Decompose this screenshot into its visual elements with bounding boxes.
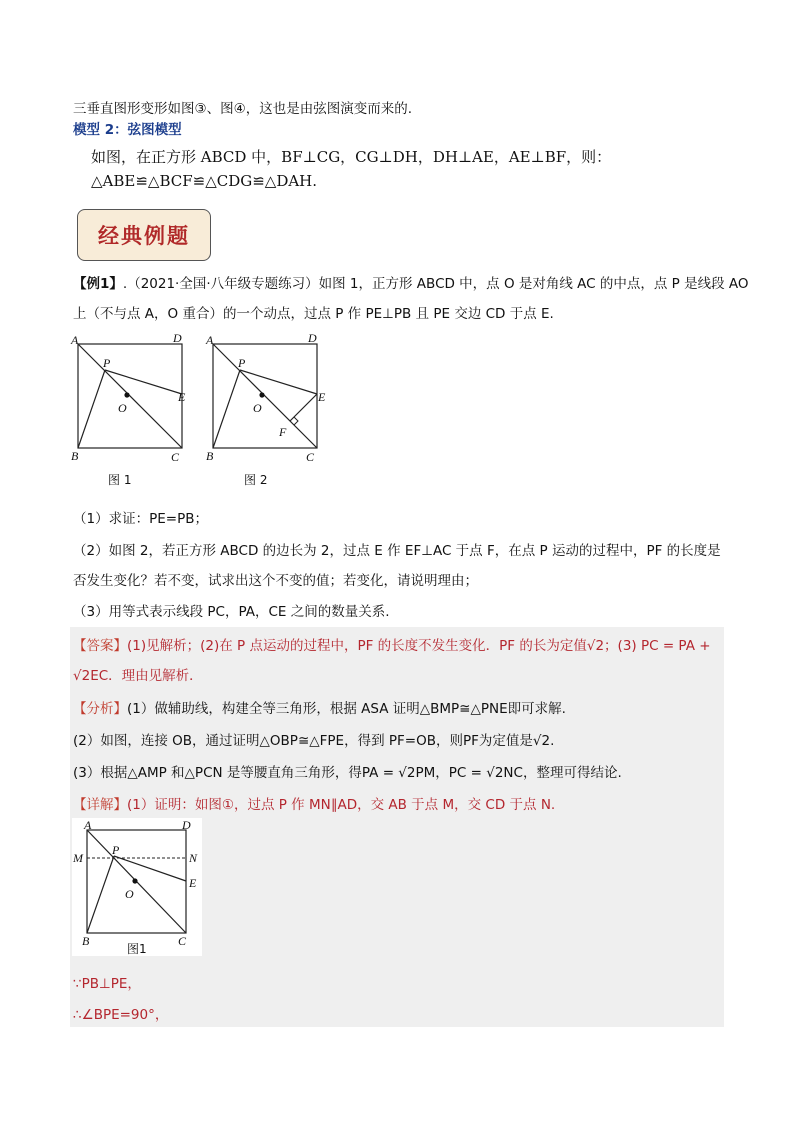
- analysis-line3: (3）根据△AMP 和△PCN 是等腰直角三角形，得PA = √2PM，PC = √2NC，整理可得结论.: [73, 765, 622, 781]
- question-1: （1）求证：PE=PB；: [73, 511, 208, 527]
- detail-line1: [73, 793, 555, 813]
- fig3-label-e: E: [189, 876, 197, 890]
- figure-2: [205, 331, 326, 487]
- fig3-label-n: N: [189, 851, 198, 865]
- fig2-label-a: A: [206, 333, 214, 347]
- detail-tag: 【详解】: [73, 797, 127, 813]
- analysis-line2: (2）如图，连接 OB，通过证明△OBP≅△FPE，得到 PF=OB，则PF为定值是√2.: [73, 733, 555, 749]
- fig3-label-b: B: [82, 934, 90, 948]
- fig3-label-d: D: [182, 818, 191, 832]
- example-line1: [73, 272, 749, 292]
- answer-tag: 【答案】: [73, 638, 127, 654]
- fig3-label-o: O: [125, 887, 134, 901]
- example-text-1: .（2021·全国·八年级专题练习）如图 1，正方形 ABCD 中，点 O 是对角线 AC 的中点，点 P 是线段 AO: [122, 276, 749, 292]
- analysis-tag: 【分析】: [73, 701, 127, 717]
- fig2-label-p: P: [238, 356, 246, 370]
- model-statement-line1: 如图，在正方形 ABCD 中，BF⊥CG，CG⊥DH，DH⊥AE，AE⊥BF，则：: [91, 148, 612, 166]
- example-tag: 【例1】: [73, 276, 123, 292]
- answer-text-1: (1)见解析；(2)在 P 点运动的过程中，PF 的长度不发生变化．PF 的长为定值√2；(3) PC = PA +: [127, 638, 711, 654]
- figure-1: [70, 331, 186, 487]
- intro-text: 三垂直图形变形如图③、图④，这也是由弦图演变而来的.: [73, 101, 412, 117]
- model-statement-line2: △ABE≌△BCF≌△CDG≌△DAH.: [91, 172, 318, 190]
- fig3-label-c: C: [178, 934, 187, 948]
- fig2-caption: 图 2: [244, 473, 268, 487]
- detail-text-1: (1）证明：如图①，过点 P 作 MN∥AD，交 AB 于点 M，交 CD 于点 N.: [127, 797, 556, 813]
- fig2-label-f: F: [279, 425, 287, 439]
- fig1-label-d: D: [173, 331, 182, 345]
- example-line2: 上（不与点 A，O 重合）的一个动点，过点 P 作 PE⊥PB 且 PE 交边 CD 于点 E.: [73, 306, 554, 322]
- fig1-label-e: E: [178, 390, 186, 404]
- figure-3: [72, 818, 202, 958]
- fig2-label-d: D: [308, 331, 317, 345]
- analysis-text-1: (1）做辅助线，构建全等三角形，根据 ASA 证明△BMP≅△PNE即可求解.: [127, 701, 566, 717]
- section-title-box: [77, 209, 211, 261]
- fig1-label-o: O: [118, 401, 127, 415]
- fig2-label-c: C: [306, 450, 315, 464]
- fig3-caption: 图1: [127, 942, 147, 956]
- fig1-label-a: A: [71, 333, 79, 347]
- answer-line1: [73, 634, 711, 654]
- detail-step1: ∵PB⊥PE，: [73, 976, 141, 992]
- fig2-label-b: B: [206, 449, 214, 463]
- fig3-label-a: A: [84, 818, 92, 832]
- question-2-line1: （2）如图 2，若正方形 ABCD 的边长为 2，过点 E 作 EF⊥AC 于点 F，在点 P 运动的过程中，PF 的长度是: [73, 543, 721, 559]
- answer-line2: √2EC．理由见解析．: [73, 668, 203, 684]
- fig3-label-m: M: [73, 851, 83, 865]
- detail-step2: ∴∠BPE=90°，: [73, 1007, 169, 1023]
- fig2-label-o: O: [253, 401, 262, 415]
- question-3: （3）用等式表示线段 PC，PA，CE 之间的数量关系.: [73, 604, 390, 620]
- fig1-label-b: B: [71, 449, 79, 463]
- fig2-label-e: E: [318, 390, 326, 404]
- model-title: 模型 2：弦图模型: [73, 122, 182, 138]
- question-2-line2: 否发生变化？若不变，试求出这个不变的值；若变化，请说明理由；: [73, 573, 478, 589]
- fig1-label-c: C: [171, 450, 180, 464]
- figures-1-2: [68, 330, 338, 495]
- fig1-label-p: P: [103, 356, 111, 370]
- section-title: 经典例题: [98, 224, 190, 248]
- fig1-caption: 图 1: [108, 473, 132, 487]
- fig3-label-p: P: [112, 843, 120, 857]
- analysis-line1: [73, 697, 566, 717]
